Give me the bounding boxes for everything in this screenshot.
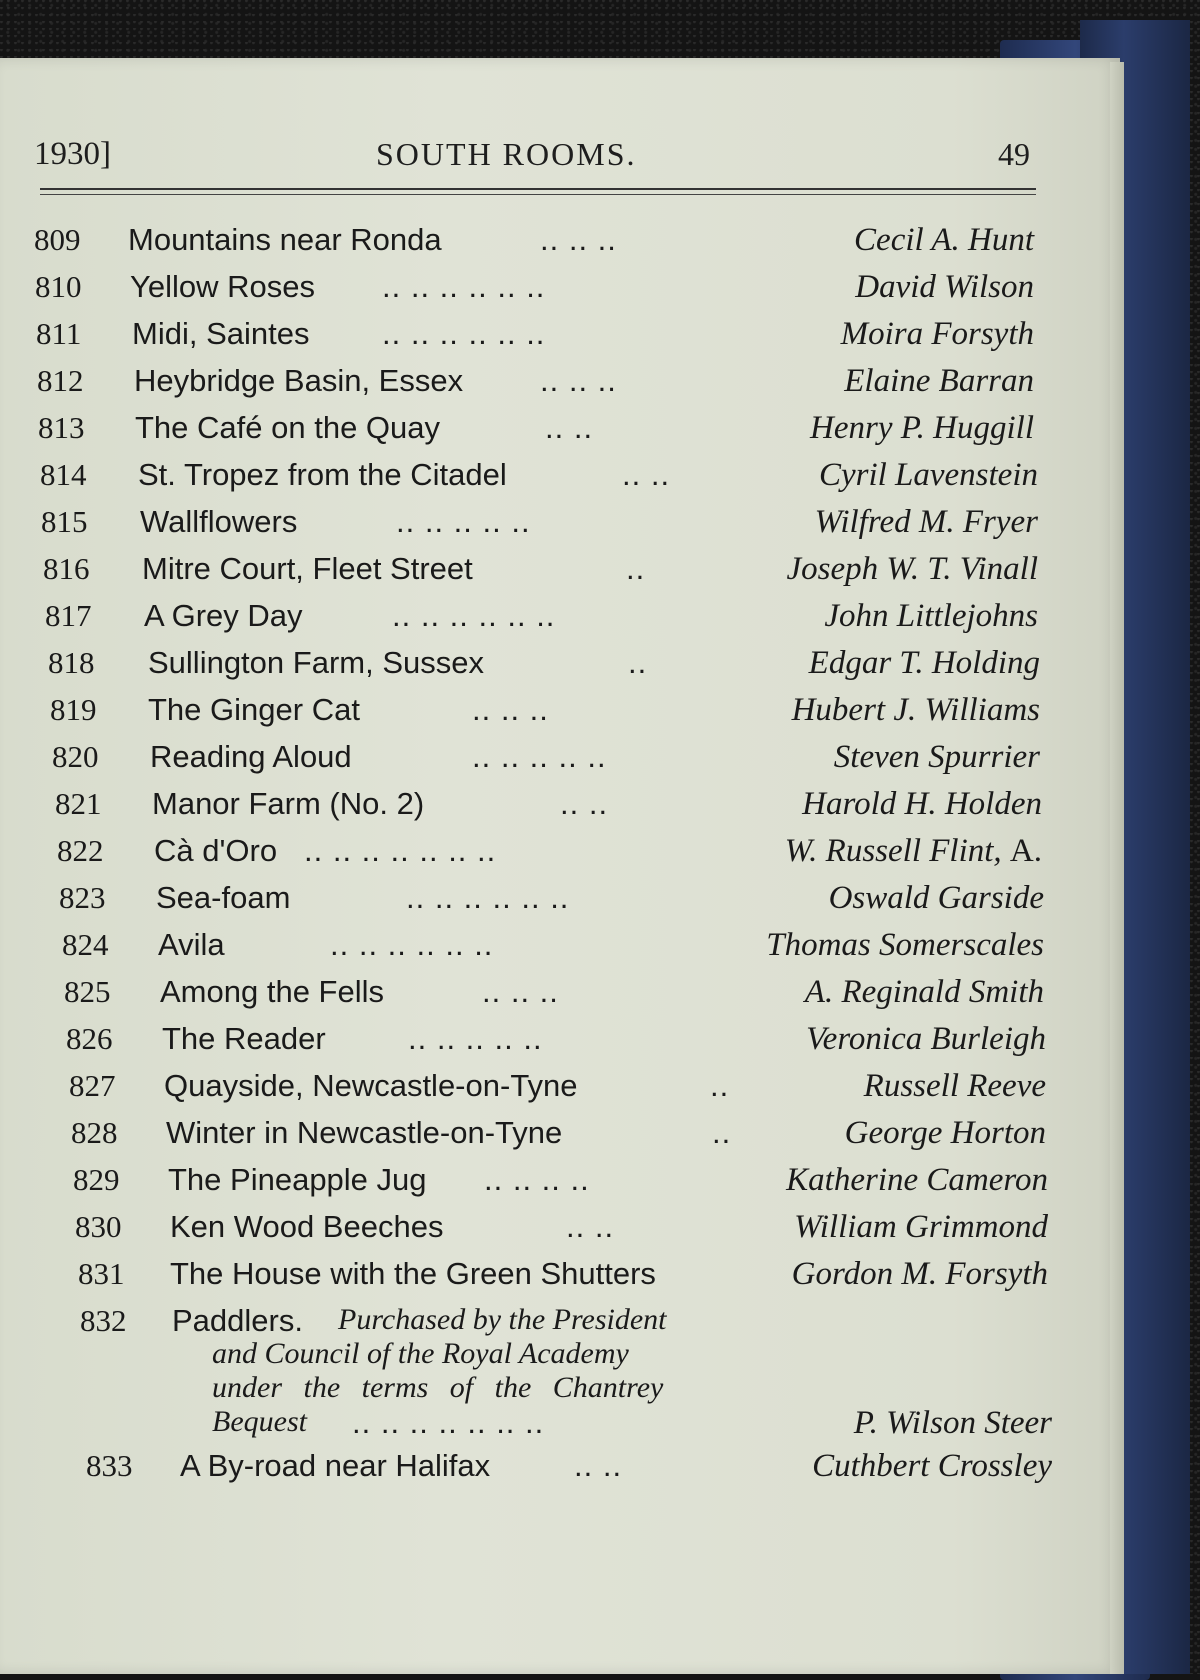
entry-leader-dots: .. .. .. .. .. [408,1021,543,1056]
catalogue-entry [0,786,1100,830]
entry-title: Among the Fells [160,974,384,1009]
entry-leader-dots: .. .. .. .. .. .. [382,316,546,351]
entry-leader-dots: .. [712,1115,732,1150]
catalogue-entry [0,504,1100,548]
entry-leader-dots: .. .. .. [540,363,617,398]
catalogue-entry [0,974,1100,1018]
entry-number: 816 [43,551,90,586]
entry-artist: Wilfred M. Fryer [814,504,1038,540]
entry-title: Cà d'Oro [154,833,278,868]
entry-number: 810 [35,269,82,304]
entry-note-line: Bequest [212,1405,307,1438]
entry-number: 823 [59,880,106,915]
entry-artist: George Horton [844,1115,1046,1151]
entry-title: Sullington Farm, Sussex [148,645,484,680]
entry-leader-dots: .. .. .. .. [484,1162,590,1197]
page-number: 49 [998,136,1030,172]
entry-number: 814 [40,457,87,492]
entry-number: 817 [45,598,92,633]
header-title: SOUTH ROOMS. [376,136,637,172]
entry-number: 811 [36,316,82,351]
entry-leader-dots: .. .. .. .. .. .. [330,927,494,962]
entry-title: Wallflowers [140,504,298,539]
entry-artist: Steven Spurrier [833,739,1040,775]
entry-artist: Moira Forsyth [840,316,1034,352]
entry-number: 829 [73,1162,120,1197]
entry-leader-dots: .. [710,1068,730,1103]
entry-title: Reading Aloud [150,739,352,774]
artist-name: W. Russell Flint, [784,833,1002,869]
entry-artist [785,833,1042,870]
entry-artist: Edgar T. Holding [808,645,1040,681]
entry-title: A Grey Day [144,598,303,633]
entry-artist: Henry P. Huggill [810,410,1034,446]
entry-number: 830 [75,1209,122,1244]
catalogue-entry [0,551,1100,595]
catalogue-entry [0,880,1100,924]
entry-title: Sea-foam [156,880,291,915]
catalogue-entry [0,1303,1100,1443]
entry-artist: Thomas Somerscales [766,927,1044,963]
entry-number: 824 [62,927,109,962]
entry-leader-dots: .. [626,551,646,586]
catalogue-entry [0,692,1100,736]
entry-leader-dots: .. .. [566,1209,615,1244]
entry-note-line: under the terms of the Chantrey [212,1371,664,1404]
header-year: 1930] [34,136,111,172]
entry-title: Paddlers. [172,1303,303,1338]
catalogue-entry [0,410,1100,454]
entry-number: 815 [41,504,88,539]
entry-leader-dots: .. .. [560,786,609,821]
entry-title: Mitre Court, Fleet Street [142,551,473,586]
entry-artist: Cyril Lavenstein [818,457,1038,493]
entry-leader-dots: .. .. .. .. .. [396,504,531,539]
entry-number: 831 [78,1256,125,1291]
catalogue-entry [0,833,1100,877]
catalogue-entry [0,927,1100,971]
entry-title: Avila [158,927,225,962]
entry-artist: Katherine Cameron [786,1162,1048,1198]
entry-number: 825 [64,974,111,1009]
catalogue-entry [0,1448,1100,1492]
entry-title: A By-road near Halifax [180,1448,491,1483]
entry-leader-dots: .. .. .. .. .. [472,739,607,774]
catalogue-entry [0,457,1100,501]
entry-title: Winter in Newcastle-on-Tyne [166,1115,563,1150]
entry-number: 812 [37,363,84,398]
entry-artist: Russell Reeve [863,1068,1046,1104]
entry-artist: David Wilson [855,269,1034,305]
header-rule [40,188,1036,190]
entry-leader-dots: .. .. [574,1448,623,1483]
entry-leader-dots: .. .. .. .. .. .. [392,598,556,633]
entry-title: Ken Wood Beeches [170,1209,444,1244]
entry-leader-dots: .. .. .. [540,222,617,257]
catalogue-entry [0,598,1100,642]
entry-artist: P. Wilson Steer [853,1405,1052,1441]
entry-number: 820 [52,739,99,774]
entry-number: 813 [38,410,85,445]
page-header [34,136,1034,176]
catalogue-entry [0,1162,1100,1206]
catalogue-entry [0,1068,1100,1112]
entry-artist: A. Reginald Smith [804,974,1044,1010]
entry-leader-dots: .. .. [622,457,671,492]
entry-leader-dots: .. .. .. [472,692,549,727]
entry-number: 832 [80,1303,127,1338]
entry-title: Manor Farm (No. 2) [152,786,425,821]
catalogue-entry [0,222,1100,266]
entry-artist: Gordon M. Forsyth [791,1256,1048,1292]
entry-number: 818 [48,645,95,680]
entry-title: The Pineapple Jug [168,1162,427,1197]
entry-leader-dots: .. .. .. .. .. .. .. [352,1405,545,1440]
page-edge [1110,62,1124,1674]
header-rule-thin [40,194,1036,195]
entry-title: Midi, Saintes [132,316,310,351]
entry-artist: Harold H. Holden [802,786,1042,822]
entry-number: 822 [57,833,104,868]
entry-artist: John Littlejohns [824,598,1038,634]
entry-title: St. Tropez from the Citadel [138,457,507,492]
catalogue-entry [0,316,1100,360]
catalogue-entry [0,1021,1100,1065]
catalogue-entry [0,269,1100,313]
entry-note-line: Purchased by the President [338,1303,667,1336]
entry-number: 828 [71,1115,118,1150]
entry-leader-dots: .. [628,645,648,680]
entry-number: 819 [50,692,97,727]
entry-leader-dots: .. .. .. [482,974,559,1009]
entry-title: The Reader [162,1021,326,1056]
entry-leader-dots: .. .. .. .. .. .. [406,880,570,915]
entry-title: Heybridge Basin, Essex [134,363,464,398]
entry-title: The Ginger Cat [148,692,360,727]
entry-number: 833 [86,1448,133,1483]
entry-artist: Joseph W. T. Vinall [786,551,1038,587]
entry-artist: William Grimmond [794,1209,1048,1245]
catalogue-entry [0,1115,1100,1159]
entry-artist: Cecil A. Hunt [854,222,1034,258]
entry-number: 809 [34,222,81,257]
entry-leader-dots: .. .. .. .. .. .. [382,269,546,304]
catalogue-entry [0,1209,1100,1253]
entry-artist: Cuthbert Crossley [812,1448,1052,1484]
entry-leader-dots: .. .. [545,410,594,445]
catalogue-entry [0,1256,1100,1300]
entry-artist: Hubert J. Williams [791,692,1040,728]
entry-artist: Elaine Barran [844,363,1034,399]
entry-title: Mountains near Ronda [128,222,442,257]
entry-title: Yellow Roses [130,269,315,304]
entry-number: 827 [69,1068,116,1103]
entry-number: 826 [66,1021,113,1056]
entry-title: The House with the Green Shutters [170,1256,656,1291]
catalogue-entry [0,363,1100,407]
entry-number: 821 [55,786,102,821]
entry-artist: Oswald Garside [828,880,1044,916]
entry-note-line: and Council of the Royal Academy [212,1337,629,1370]
entry-artist: Veronica Burleigh [806,1021,1046,1057]
entry-leader-dots: .. .. .. .. .. .. .. [304,833,497,868]
catalogue-entry [0,739,1100,783]
entry-title: The Café on the Quay [135,410,441,445]
catalogue-entry [0,645,1100,689]
artist-suffix: A. [1009,833,1042,869]
entry-title: Quayside, Newcastle-on-Tyne [164,1068,578,1103]
